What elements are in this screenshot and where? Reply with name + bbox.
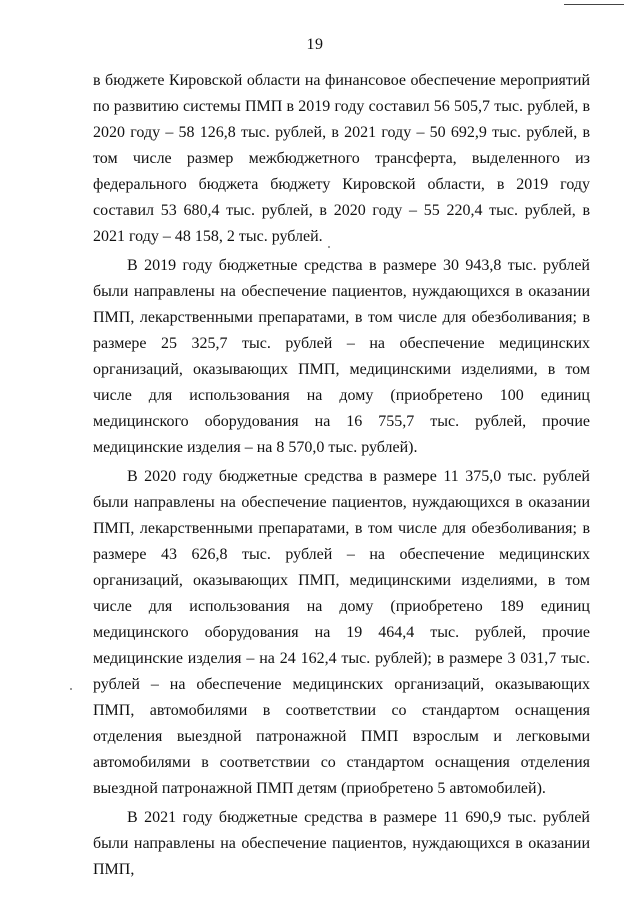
paragraph-2020: В 2020 году бюджетные средства в размере 11 375,0 тыс. рублей были направлены на обеспечение пациентов, нуждающихся в оказании ПМП, лекарственными препаратами, в том числе для обезболивания; в размере 43 626,8 тыс. рублей – на обеспечение медицинских организаций, оказывающих ПМП, медицинскими изделиями, в том числе для использования на дому (приобретено 189 единиц медицинского оборудования на 19 464,4 тыс. рублей, прочие медицинские изделия – на 24 162,4 тыс. рублей); в размере 3 031,7 тыс. рублей – на обеспечение медицинских организаций, оказывающих ПМП, автомобилями в соответствии со стандартом оснащения отделения выездной патронажной ПМП взрослым и легковыми автомобилями в соответствии со стандартом оснащения отделения выездной патронажной ПМП детям (приобретено 5 автомобилей). <box>93 468 590 797</box>
paragraph-2021: В 2021 году бюджетные средства в размере 11 690,9 тыс. рублей были направлены на обеспечение пациентов, нуждающихся в оказании ПМП, <box>93 809 590 878</box>
document-body <box>93 68 590 883</box>
scan-speck <box>328 246 330 248</box>
paragraph-2019: В 2019 году бюджетные средства в размере 30 943,8 тыс. рублей были направлены на обеспечение пациентов, нуждающихся в оказании ПМП, лекарственными препаратами, в том числе для обезболивания; в размере 25 325,7 тыс. рублей – на обеспечение медицинских организаций, оказывающих ПМП, медицинскими изделиями, в том числе для использования на дому (приобретено 100 единиц медицинского оборудования на 16 755,7 тыс. рублей, прочие медицинские изделия – на 8 570,0 тыс. рублей). <box>93 257 590 456</box>
page-number: 19 <box>306 36 324 53</box>
scan-speck <box>70 688 72 690</box>
paragraph-budget-summary: в бюджете Кировской области на финансовое обеспечение мероприятий по развитию системы ПМП в 2019 году составил 56 505,7 тыс. рублей, в 2020 году – 58 126,8 тыс. рублей, в 2021 году – 50 692,9 тыс. рублей, в том числе размер межбюджетного трансферта, выделенного из федерального бюджета бюджету Кировской области, в 2019 году составил 53 680,4 тыс. рублей, в 2020 году – 55 220,4 тыс. рублей, в 2021 году – 48 158, 2 тыс. рублей. <box>93 72 590 245</box>
top-edge-line <box>564 4 624 5</box>
